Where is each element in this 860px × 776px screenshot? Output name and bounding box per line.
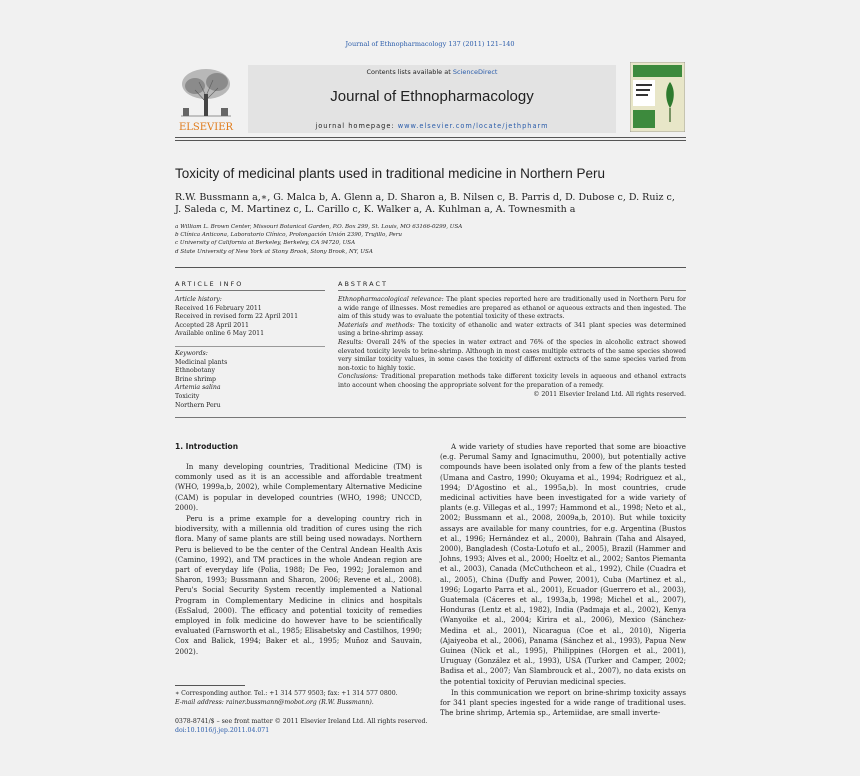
header-rule-2 [175, 140, 686, 141]
conclusions-text: Traditional preparation methods take different toxicity levels in aqueous and ethanol extracts into account when choosing the appropriate solvent for the preparation of a remedy. [338, 373, 686, 389]
keywords [175, 350, 330, 410]
relevance-label: Ethnopharmacological relevance: [338, 296, 444, 303]
abstract-heading: ABSTRACT [338, 280, 388, 288]
body-column-right [440, 442, 686, 719]
affiliation: d State University of New York at Stony Brook, Stony Brook, NY, USA [175, 248, 373, 255]
keyword: Ethnobotany [175, 367, 216, 375]
keyword: Medicinal plants [175, 358, 228, 366]
author-list-line-2[interactable]: J. Saleda c, M. Martinez c, L. Carillo c, K. Walker a, A. Kuhlman a, A. Townesmith a [175, 204, 576, 215]
issn-line: 0378-8741/$ – see front matter © 2011 Elsevier Ireland Ltd. All rights reserved. [175, 718, 428, 725]
email-note[interactable]: E-mail address: rainer.bussmann@mobot.org (R.W. Bussmann). [175, 698, 374, 706]
article-history [175, 296, 330, 339]
body-paragraph: A wide variety of studies have reported that some are bioactive (e.g. Perumal Samy and Ignacimuthu, 2000), but potentially active compounds have been isolated only from a few of the plants tested (Umana and Castro, 1990; Okuyama et al., 1994; Rodriguez et al., 1994; D'Agostino et al., 1995a,b). In most countries, crude medicinal activities have been investigated for a wide variety of plants (e.g. Villegas et al., 1997; Hammond et al., 1998; Neto et al., 2002; Bussmann et al., 2008, 2009a,b, 2010). But while toxicity assays are available for many countries, for e.g. Argentina (Bustos et al., 1996; Hernández et al., 2000), Bahrain (Taha and Alsayed, 2000), Bangladesh (Costa-Lotufo et al., 2005), Brazil (Hammer and Johns, 1993; Alves et al., 2000; Hoeltz et al., 2002; Santos Piemanta et al., 2003), Canada (McCuthcheon et al., 1992), Chile (Cuadra et al., 2005), China (Duffy and Power, 2001), Cuba (Martinez et al., 1996; Logarto Parra et al., 2001), Ecuador (Guerrero et al., 2003), Guatemala (Cáceres et al., 1993a,b, 1998; Michel et al., 2007), Honduras (Lentz et al., 1982), India (Padmaja et al., 2002), Kenya (Wanyoike et al., 2004; Kirira et al., 2006), Mexico (Sánchez-Medina et al., 2001), Nicaragua (Coe et al., 2010), Nigeria (Ajaiyeoba et al., 2006), Panama (Sánchez et al., 1993), Papua New Guinea (Nick et al., 1995), Philippines (Horgen et al., 2001), Uruguay (González et al., 1993), USA (Turker and Camper, 2002; Badisa et al., 2007; Van Slambrouck et al., 2007), no data exists on the potential toxicity of Peruvian medicinal species. [440, 442, 686, 686]
keyword: Northern Peru [175, 401, 221, 409]
journal-cover-image [630, 62, 685, 132]
footnote [175, 690, 425, 707]
author-list-line-1[interactable]: R.W. Bussmann a,∗, G. Malca b, A. Glenn a, D. Sharon a, B. Nilsen c, B. Parris d, D. Dubose c, D. Ruiz c, [175, 192, 675, 203]
corresponding-author-note: ∗ Corresponding author. Tel.: +1 314 577 9503; fax: +1 314 577 0800. [175, 690, 398, 697]
results-label: Results: [338, 338, 364, 346]
sciencedirect-link[interactable]: ScienceDirect [452, 68, 498, 76]
relevance-text: The plant species reported here are traditionally used in Northern Peru for a wide range of illnesses. Most remedies are prepared as ethanol or aqueous extracts and then ingested. The aim of this study was to evaluate the potential toxicity of these extracts. [338, 296, 686, 321]
body-paragraph: In many developing countries, Traditional Medicine (TM) is commonly used as it is an accessible and affordable treatment (WHO, 1999a,b, 2002), while Complementary Alternative Medicine (CAM) is popular in developed countries (WHO, 1998; UNCCD, 2000). [175, 462, 422, 512]
affiliation: c University of California at Berkeley, Berkeley, CA 94720, USA [175, 240, 356, 247]
journal-title: Journal of Ethnopharmacology [330, 88, 534, 105]
history-entry: Available online 6 May 2011 [175, 330, 265, 338]
issn-doi-block [175, 718, 435, 735]
abstract-rule [338, 290, 686, 291]
abstract-body [338, 296, 686, 399]
section-rule [175, 267, 686, 268]
contents-line [248, 68, 616, 76]
abstract-conclusions [338, 373, 686, 390]
homepage-link[interactable]: www.elsevier.com/locate/jethpharm [397, 122, 549, 130]
body-column-left [175, 462, 422, 658]
methods-label: Materials and methods: [338, 321, 415, 329]
footnote-rule [175, 685, 245, 686]
history-entry: Accepted 28 April 2011 [175, 321, 249, 329]
abstract-relevance [338, 296, 686, 322]
body-paragraph: Peru is a prime example for a developing country rich in biodiversity, with a millennia old tradition of cures using the rich flora. Many of same plants are still being used nowadays. Northern Peru is believed to be the center of the Central Andean Health Axis (Camino, 1992), and TM practices in the whole Andean region are part of everyday life (Polia, 1988; De Feo, 1992; Joralemon and Sharon, 1993; Bussmann and Sharon, 2006; Revene et al., 2008). Peru's Social Security System recently implemented a National Program in Complementary Medicine in clinics and hospitals (EsSalud, 2000). The efficacy and potential toxicity of remedies employed in folk medicine do however have to be scientifically evaluated (Farnsworth et al., 1985; Elisabetsky and Castilhos, 1990; Cox and Balick, 1994; Baker et al., 1995; Muñoz and Sauvain, 2002). [175, 514, 422, 656]
abstract-bottom-rule [175, 417, 686, 418]
results-text: Overall 24% of the species in water extract and 76% of the species in alcoholic extract showed elevated toxicity levels to brine-shrimp. Although in most cases multiple extracts of the same species showed very similar toxicity values, in some cases the toxicity of different extracts of the same species varied from non-toxic to highly toxic. [338, 338, 686, 372]
conclusions-label: Conclusions: [338, 373, 378, 381]
elsevier-logo [175, 64, 237, 134]
header-rule [175, 137, 686, 138]
abstract-methods [338, 322, 686, 339]
elsevier-wordmark: ELSEVIER [178, 122, 234, 133]
article-info-rule [175, 290, 325, 291]
journal-citation[interactable]: Journal of Ethnopharmacology 137 (2011) 121–140 [345, 40, 515, 48]
body-paragraph: In this communication we report on brine-shrimp toxicity assays for 341 plant species ingested for a wide range of traditional uses. The brine shrimp, Artemia sp., Artemiidae, are small inverte- [440, 687, 686, 718]
article-info-heading: ARTICLE INFO [175, 280, 244, 288]
history-entry: Received in revised form 22 April 2011 [175, 313, 299, 321]
copyright-line: © 2011 Elsevier Ireland Ltd. All rights reserved. [533, 390, 686, 398]
affiliations [175, 223, 685, 256]
methods-text: The toxicity of ethanolic and water extracts of 341 plant species was determined using a brine-shrimp assay. [338, 321, 687, 338]
affiliation: a William L. Brown Center, Missouri Botanical Garden, P.O. Box 299, St. Louis, MO 63166-0299, USA [175, 224, 463, 230]
keywords-rule [175, 346, 325, 347]
history-label: Article history: [175, 296, 222, 303]
introduction-heading: 1. Introduction [175, 442, 239, 451]
contents-prefix: Contents lists available at [366, 68, 453, 76]
keyword: Brine shrimp [175, 375, 217, 383]
abstract-results [338, 339, 686, 373]
homepage-line [248, 122, 616, 130]
history-entry: Received 16 February 2011 [175, 304, 262, 312]
doi-link[interactable]: doi:10.1016/j.jep.2011.04.071 [175, 726, 270, 734]
keyword: Artemia salina [175, 384, 221, 392]
keywords-label: Keywords: [175, 350, 208, 357]
affiliation: b Clínica Anticona, Laboratorio Clínico, Prolongación Unión 2390, Trujillo, Peru [175, 232, 402, 239]
homepage-prefix: journal homepage: [315, 122, 398, 130]
article-title: Toxicity of medicinal plants used in traditional medicine in Northern Peru [175, 166, 605, 181]
keyword: Toxicity [175, 392, 200, 400]
